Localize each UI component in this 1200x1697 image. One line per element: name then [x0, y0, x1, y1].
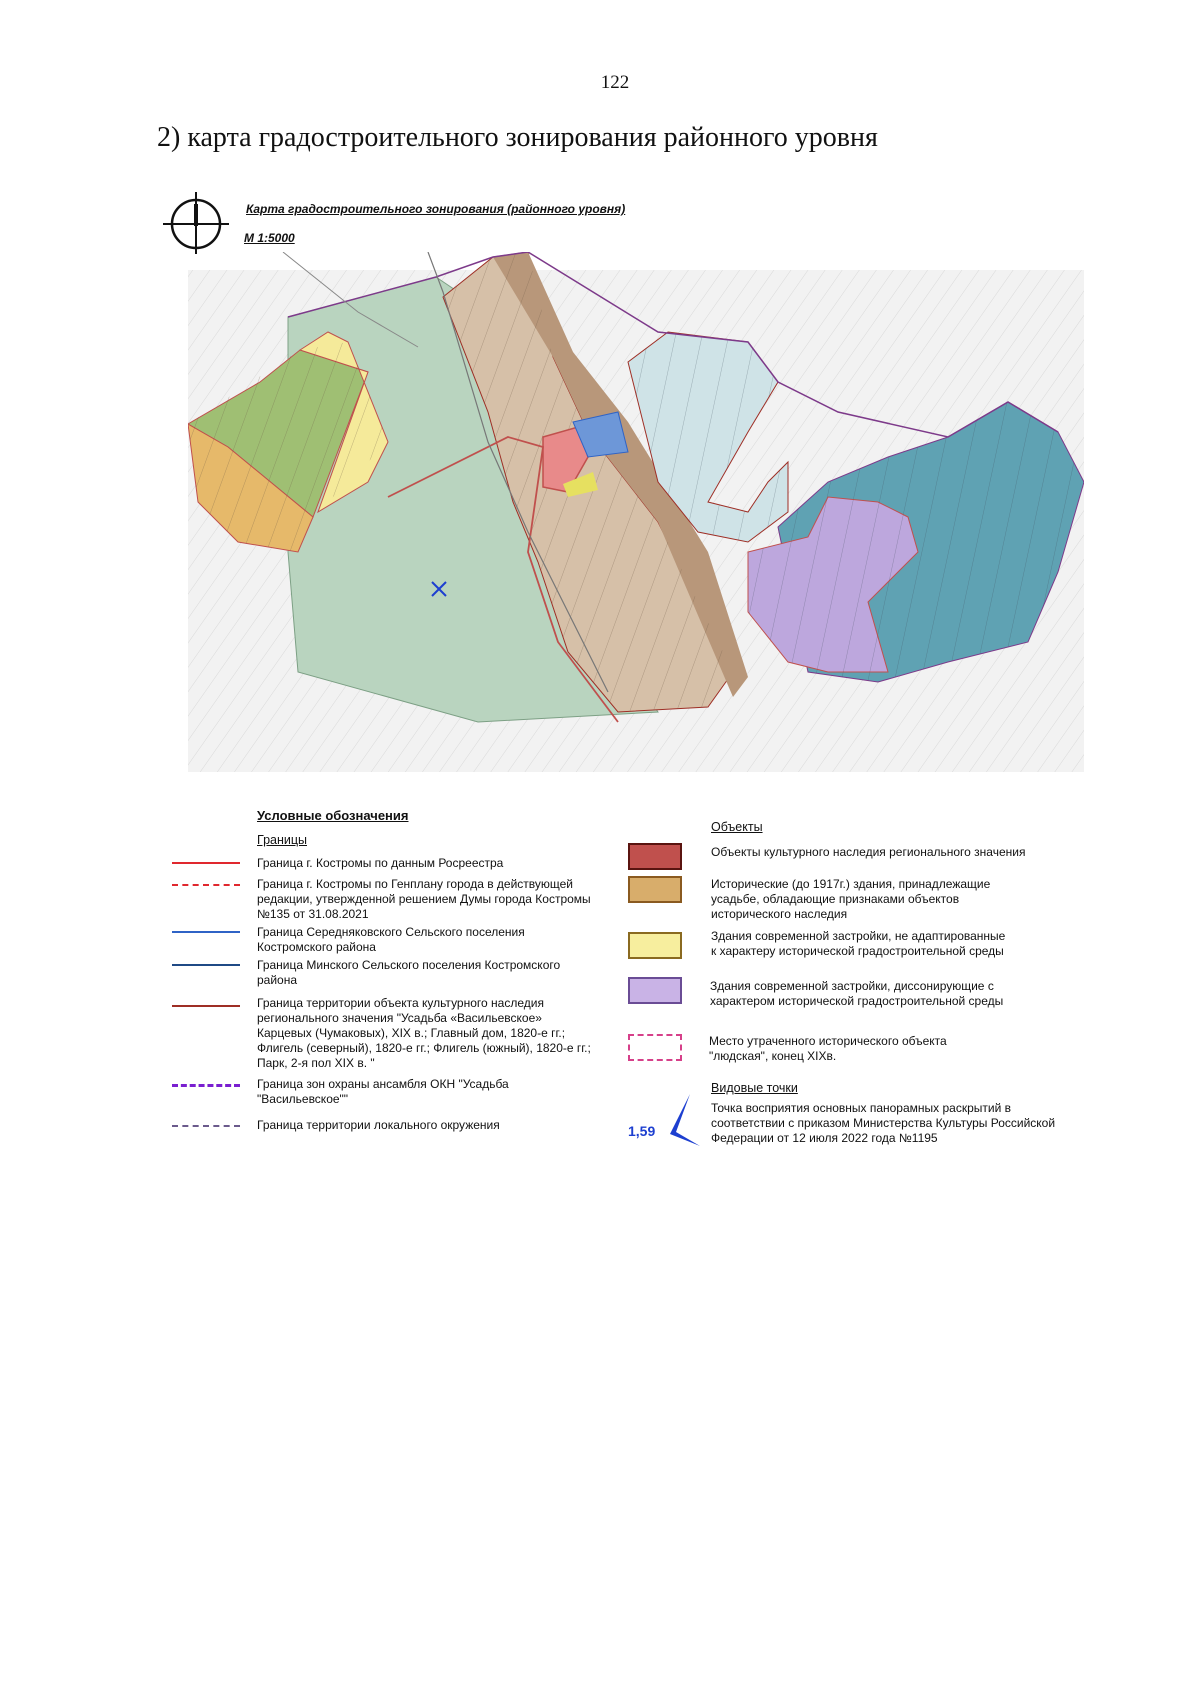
swatch-okn: [628, 843, 682, 870]
map-title: Карта градостроительного зонирования (районного уровня): [246, 202, 626, 216]
border-label: Граница территории локального окружения: [257, 1118, 500, 1132]
page-number: 122: [600, 72, 630, 93]
zoning-map: [188, 252, 1084, 777]
objects-title: Объекты: [711, 820, 763, 834]
page-heading: 2) карта градостроительного зонирования районного уровня: [157, 122, 878, 153]
border-line-minskoe: [172, 964, 240, 966]
border-label: Граница территории объекта культурного наследия регионального значения "Усадьба «Васильевское» Карцевых (Чумаковых), XIX в.; Главный дом, 1820-е гг.; Флигель (северный), 1820-е гг.; Флигель (южный), 1820-е гг.; Парк, 2-я пол XIX в. ": [257, 996, 591, 1070]
border-line-local-surroundings: [172, 1125, 240, 1127]
legend-title: Условные обозначения: [257, 808, 409, 823]
border-line-genplan: [172, 884, 240, 886]
viewpoint-value: 1,59: [628, 1123, 656, 1139]
viewpoint-label: Точка восприятия основных панорамных раскрытий в соответствии с приказом Министерства Культуры Российской Федерации от 12 июля 2022 года №1195: [711, 1101, 1056, 1145]
object-label: Исторические (до 1917г.) здания, принадлежащие усадьбе, обладающие признаками объектов исторического наследия: [711, 877, 991, 921]
viewpoints-title: Видовые точки: [711, 1081, 798, 1095]
border-label: Граница г. Костромы по Генплану города в действующей редакции, утвержденной решением Думы города Костромы №135 от 31.08.2021: [257, 877, 591, 921]
border-label: Граница зон охраны ансамбля ОКН "Усадьба "Васильевское"": [257, 1077, 509, 1106]
viewpoint-arrow-icon: [662, 1092, 702, 1153]
object-label: Здания современной застройки, не адаптированные к характеру исторической градостроительной среды: [711, 929, 1006, 958]
swatch-modern-dissonant: [628, 977, 682, 1004]
border-line-okn-territory: [172, 1005, 240, 1007]
border-label: Граница Минского Сельского поселения Костромского района: [257, 958, 561, 987]
border-line-serednyakovskoe: [172, 931, 240, 933]
border-line-rosreestr: [172, 862, 240, 864]
object-label: Место утраченного исторического объекта "людская", конец XIXв.: [709, 1034, 947, 1063]
swatch-lost-object: [628, 1034, 682, 1061]
north-arrow-icon: [163, 190, 229, 261]
object-label: Объекты культурного наследия регионального значения: [711, 845, 1026, 859]
swatch-modern-non-adapted: [628, 932, 682, 959]
border-label: Граница Середняковского Сельского поселения Костромского района: [257, 925, 525, 954]
object-label: Здания современной застройки, диссонирующие с характером исторической градостроительной среды: [710, 979, 1004, 1008]
swatch-historic: [628, 876, 682, 903]
map-scale: М 1:5000: [244, 231, 295, 245]
border-line-protection-zone: [172, 1084, 240, 1087]
border-label: Граница г. Костромы по данным Росреестра: [257, 856, 504, 870]
borders-title: Границы: [257, 833, 307, 847]
